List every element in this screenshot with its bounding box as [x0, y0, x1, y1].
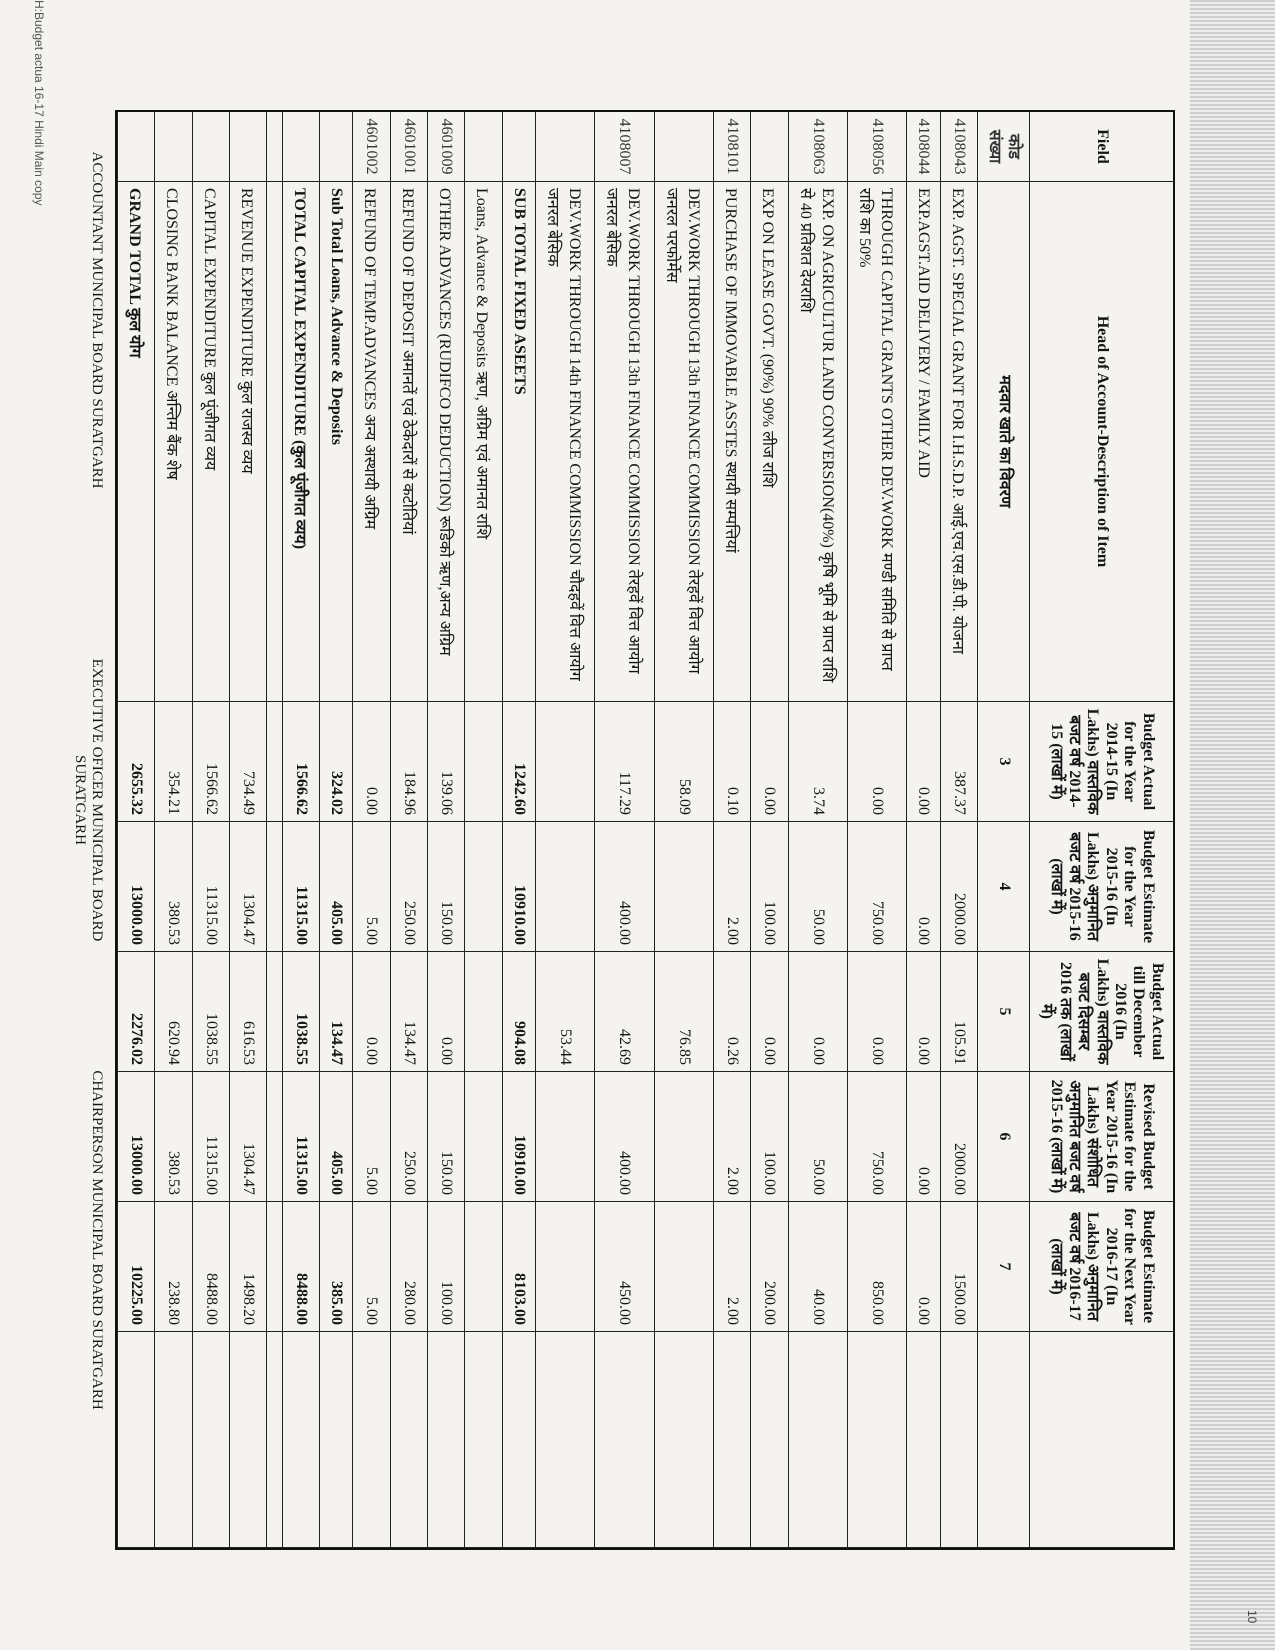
table-cell-desc: Loans, Advance & Deposits ऋण, अग्रिम एवं अमानत राशि	[464, 182, 501, 702]
table-cell-desc: DEV.WORK THROUGH 13th FINANCE COMMISSION तेरहवें वित्त आयोग जनरल बेसिक	[594, 182, 653, 702]
table-cell-c5: 1038.55	[192, 952, 229, 1072]
table-cell-c6	[654, 1072, 713, 1202]
table-row-spacer	[266, 1332, 281, 1548]
table-cell-c6: 0.00	[906, 1072, 939, 1202]
table-cell-c5: 134.47	[319, 952, 352, 1072]
table-cell-c4: 750.00	[847, 822, 906, 952]
table-cell-code: 4108007	[594, 112, 653, 182]
table-row-spacer	[940, 1332, 977, 1548]
table-cell-c3: 324.02	[319, 702, 352, 822]
table-cell-c5: 42.69	[594, 952, 653, 1072]
table-cell-c5: 0.00	[352, 952, 389, 1072]
table-cell-c5: 0.00	[750, 952, 787, 1072]
table-cell-c6: 380.53	[154, 1072, 191, 1202]
table-cell-desc: SUB TOTAL FIXED ASEETS	[502, 182, 535, 702]
table-cell-c6	[464, 1072, 501, 1202]
table-cell-desc: EXP.AGST.AID DELIVERY / FAMILY AID	[906, 182, 939, 702]
table-cell-c3: 0.00	[750, 702, 787, 822]
table-row-spacer	[713, 1332, 750, 1548]
budget-table	[115, 110, 1175, 1550]
table-cell-c6: 11315.00	[282, 1072, 319, 1202]
table-cell-desc: OTHER ADVANCES (RUDIFCO DEDUCTION) रूडिको ऋण,अन्य अग्रिम	[427, 182, 464, 702]
table-cell-c7	[654, 1202, 713, 1332]
header-c4: Budget Estimate for the Year 2015-16 (In Lakhs) अनुमानित बजट वर्ष 2015-16 (लाखों में)	[1029, 822, 1173, 952]
table-cell-c4: 11315.00	[192, 822, 229, 952]
table-cell-c7: 850.00	[847, 1202, 906, 1332]
table-cell-c5: 620.94	[154, 952, 191, 1072]
table-cell-c4	[654, 822, 713, 952]
colnum-5: 5	[977, 952, 1029, 1072]
table-row-spacer	[192, 1332, 229, 1548]
table-cell-code: 4601002	[352, 112, 389, 182]
table-cell-c7: 8488.00	[192, 1202, 229, 1332]
table-row-spacer	[502, 1332, 535, 1548]
table-cell-c7: 280.00	[390, 1202, 427, 1332]
table-cell-c7	[266, 1202, 281, 1332]
table-cell-c7: 450.00	[594, 1202, 653, 1332]
table-cell-c4	[464, 822, 501, 952]
table-cell-c4	[266, 822, 281, 952]
table-cell-c7	[464, 1202, 501, 1332]
header-spacer	[977, 1332, 1029, 1548]
table-cell-c4: 10910.00	[502, 822, 535, 952]
table-cell-c6: 100.00	[750, 1072, 787, 1202]
table-cell-code: 4108043	[940, 112, 977, 182]
table-cell-c3: 1566.62	[192, 702, 229, 822]
table-cell-c6: 1304.47	[229, 1072, 266, 1202]
table-cell-c6: 10910.00	[502, 1072, 535, 1202]
colnum-6: 6	[977, 1072, 1029, 1202]
table-cell-code	[192, 112, 229, 182]
table-cell-c7: 1498.20	[229, 1202, 266, 1332]
table-row-spacer	[750, 1332, 787, 1548]
header-field: Field	[1029, 112, 1173, 182]
table-cell-c6: 50.00	[788, 1072, 847, 1202]
table-cell-desc: PURCHASE OF IMMOVABLE ASSTES स्थायी सम्पत्तियां	[713, 182, 750, 702]
table-cell-c7: 10225.00	[117, 1202, 154, 1332]
table-cell-c7: 2.00	[713, 1202, 750, 1332]
table-row-spacer	[229, 1332, 266, 1548]
table-cell-code	[154, 112, 191, 182]
table-cell-c3	[266, 702, 281, 822]
table-cell-desc: TOTAL CAPITAL EXPENDITURE (कुल पूंजीगत व्यय)	[282, 182, 319, 702]
header-head: Head of Account-Description of Item	[1029, 182, 1173, 702]
table-cell-c3: 1566.62	[282, 702, 319, 822]
table-cell-desc: DEV.WORK THROUGH 13th FINANCE COMMISSION तेरहवें वित्त आयोग जनरल परफोर्मेस	[654, 182, 713, 702]
table-cell-c3: 0.00	[352, 702, 389, 822]
table-cell-c5: 0.00	[788, 952, 847, 1072]
table-cell-code	[117, 112, 154, 182]
table-row-spacer	[117, 1332, 154, 1548]
table-cell-c5: 0.26	[713, 952, 750, 1072]
table-cell-code	[266, 112, 281, 182]
table-cell-c4: 400.00	[594, 822, 653, 952]
table-cell-desc: Sub Total Loans, Advance & Deposits	[319, 182, 352, 702]
table-cell-c6: 405.00	[319, 1072, 352, 1202]
table-cell-c7	[535, 1202, 594, 1332]
colnum-3: 3	[977, 702, 1029, 822]
table-cell-c7: 5.00	[352, 1202, 389, 1332]
table-cell-c4: 2000.00	[940, 822, 977, 952]
table-cell-c7: 200.00	[750, 1202, 787, 1332]
table-cell-c7: 100.00	[427, 1202, 464, 1332]
table-cell-c3: 387.37	[940, 702, 977, 822]
table-cell-code: 4601001	[390, 112, 427, 182]
header-c6: Revised Budget Estimate for the Year 2015-16 (In Lakhs) संशोधित अनुमानित बजट वर्ष 2015-16 (लाखों में)	[1029, 1072, 1173, 1202]
table-cell-c7: 385.00	[319, 1202, 352, 1332]
header-field-hi: कोड संख्या	[977, 112, 1029, 182]
table-cell-desc: DEV.WORK THROUGH 14th FINANCE COMMISSION चौदहवें वित्त आयोग जनरल बेसिक	[535, 182, 594, 702]
table-cell-c6: 250.00	[390, 1072, 427, 1202]
table-cell-code: 4108044	[906, 112, 939, 182]
table-cell-c3: 117.29	[594, 702, 653, 822]
table-cell-code	[229, 112, 266, 182]
table-cell-c5: 616.53	[229, 952, 266, 1072]
table-cell-code: 4108056	[847, 112, 906, 182]
table-cell-c3: 2655.32	[117, 702, 154, 822]
table-cell-c6: 2.00	[713, 1072, 750, 1202]
table-cell-c5	[464, 952, 501, 1072]
table-cell-c6: 11315.00	[192, 1072, 229, 1202]
table-cell-c4: 5.00	[352, 822, 389, 952]
table-cell-c4: 150.00	[427, 822, 464, 952]
table-cell-desc: REFUND OF TEMP.ADVANCES अन्य अस्थायी अग्रिम	[352, 182, 389, 702]
table-cell-c3: 58.09	[654, 702, 713, 822]
table-cell-code	[319, 112, 352, 182]
table-cell-c4: 380.53	[154, 822, 191, 952]
table-cell-c5: 2276.02	[117, 952, 154, 1072]
table-row-spacer	[464, 1332, 501, 1548]
table-cell-c3	[464, 702, 501, 822]
table-cell-c4: 1304.47	[229, 822, 266, 952]
header-spacer	[1029, 1332, 1173, 1548]
table-cell-c7: 0.00	[906, 1202, 939, 1332]
table-cell-desc: EXP. ON AGRICULTUR LAND CONVERSION(40%) कृषि भूमि से प्राप्त राशि से 40 प्रतिशत देयराशि	[788, 182, 847, 702]
header-c5: Budget Actual till December 2016 (In Lakhs) वास्तविक बजट दिसम्बर 2016 तक (लाखों में)	[1029, 952, 1173, 1072]
table-row-spacer	[390, 1332, 427, 1548]
table-cell-code	[750, 112, 787, 182]
table-cell-c5: 904.08	[502, 952, 535, 1072]
table-cell-c4: 50.00	[788, 822, 847, 952]
table-row-spacer	[319, 1332, 352, 1548]
table-cell-code	[282, 112, 319, 182]
table-cell-desc: CLOSING BANK BALANCE अन्तिम बैंक शेष	[154, 182, 191, 702]
table-cell-c6: 13000.00	[117, 1072, 154, 1202]
table-cell-c6: 150.00	[427, 1072, 464, 1202]
table-cell-c4: 0.00	[906, 822, 939, 952]
table-cell-c5: 0.00	[847, 952, 906, 1072]
table-cell-desc: EXP ON LEASE GOVT. (90%) 90% लीज राशि	[750, 182, 787, 702]
table-cell-code	[654, 112, 713, 182]
table-cell-c5: 53.44	[535, 952, 594, 1072]
table-cell-c5: 134.47	[390, 952, 427, 1072]
table-row-spacer	[154, 1332, 191, 1548]
table-cell-c3: 0.00	[906, 702, 939, 822]
table-cell-c4: 250.00	[390, 822, 427, 952]
margin-note: H:Budget actua 16-17 Hindi Main copy	[32, 0, 46, 206]
table-cell-c6: 750.00	[847, 1072, 906, 1202]
table-row-spacer	[352, 1332, 389, 1548]
table-cell-code: 4108101	[713, 112, 750, 182]
table-row-spacer	[788, 1332, 847, 1548]
table-row-spacer	[427, 1332, 464, 1548]
header-head-hi: मदवार खाते का विवरण	[977, 182, 1029, 702]
table-row-spacer	[535, 1332, 594, 1548]
table-cell-desc	[266, 182, 281, 702]
table-cell-c6: 400.00	[594, 1072, 653, 1202]
table-cell-code	[535, 112, 594, 182]
table-cell-c4	[535, 822, 594, 952]
table-cell-c3: 139.06	[427, 702, 464, 822]
table-cell-desc: EXP. AGST. SPECIAL GRANT FOR I.H.S.D.P. आई.एच.एस.डी.पी. योजना	[940, 182, 977, 702]
table-cell-c7: 40.00	[788, 1202, 847, 1332]
table-cell-c5: 1038.55	[282, 952, 319, 1072]
table-cell-c7: 8488.00	[282, 1202, 319, 1332]
table-cell-c5: 0.00	[906, 952, 939, 1072]
table-cell-c7: 238.80	[154, 1202, 191, 1332]
table-cell-code: 4601009	[427, 112, 464, 182]
table-cell-code	[502, 112, 535, 182]
header-c7: Budget Estimate for the Next Year 2016-17 (In Lakhs) अनुमानित बजट वर्ष 2016-17 (लाखों में)	[1029, 1202, 1173, 1332]
colnum-4: 4	[977, 822, 1029, 952]
table-cell-c4: 100.00	[750, 822, 787, 952]
table-cell-c6	[266, 1072, 281, 1202]
table-cell-c6	[535, 1072, 594, 1202]
table-cell-c7: 1500.00	[940, 1202, 977, 1332]
table-cell-c5: 76.85	[654, 952, 713, 1072]
table-cell-desc: GRAND TOTAL कुल योग	[117, 182, 154, 702]
table-cell-desc: REFUND OF DEPOSIT अमानतें एवं ठेकेदारों से कटोतियां	[390, 182, 427, 702]
chair-signature: CHAIRPERSON MUNICIPAL BOARD SURATGARH	[89, 1070, 105, 1410]
table-cell-c3: 734.49	[229, 702, 266, 822]
table-cell-c5: 105.91	[940, 952, 977, 1072]
table-cell-c3: 3.74	[788, 702, 847, 822]
table-cell-c3: 0.10	[713, 702, 750, 822]
table-cell-c3: 0.00	[847, 702, 906, 822]
table-cell-c6: 5.00	[352, 1072, 389, 1202]
header-c3: Budget Actual for the Year 2014-15 (In Lakhs) वास्तविक बजट वर्ष 2014-15 (लाखों में)	[1029, 702, 1173, 822]
table-row-spacer	[654, 1332, 713, 1548]
table-cell-c5: 0.00	[427, 952, 464, 1072]
table-cell-c4: 2.00	[713, 822, 750, 952]
table-cell-c3: 354.21	[154, 702, 191, 822]
page-number: 10	[1245, 1610, 1259, 1624]
table-cell-c7: 8103.00	[502, 1202, 535, 1332]
table-cell-c4: 405.00	[319, 822, 352, 952]
table-cell-c3: 1242.60	[502, 702, 535, 822]
table-cell-desc: REVENUE EXPENDITURE कुल राजस्व व्यय	[229, 182, 266, 702]
table-row-spacer	[906, 1332, 939, 1548]
table-cell-c5	[266, 952, 281, 1072]
table-cell-c4: 11315.00	[282, 822, 319, 952]
table-row-spacer	[847, 1332, 906, 1548]
table-row-spacer	[282, 1332, 319, 1548]
table-cell-c6: 2000.00	[940, 1072, 977, 1202]
executive-signature: EXECUTIVE OFICER MUNICIPAL BOARD SURATGARH	[71, 658, 105, 942]
table-cell-code	[464, 112, 501, 182]
table-cell-desc: CAPITAL EXPENDITURE कुल पूंजीगत व्यय	[192, 182, 229, 702]
table-cell-c4: 13000.00	[117, 822, 154, 952]
table-row-spacer	[594, 1332, 653, 1548]
table-cell-desc: THROUGH CAPITAL GRANTS OTHER DEV.WORK मण्डी समिति से प्राप्त राशि का 50%	[847, 182, 906, 702]
table-cell-c3	[535, 702, 594, 822]
colnum-7: 7	[977, 1202, 1029, 1332]
accountant-signature: ACCOUNTANT MUNICIPAL BOARD SURATGARH	[89, 151, 105, 489]
table-cell-c3: 184.96	[390, 702, 427, 822]
table-cell-code: 4108063	[788, 112, 847, 182]
